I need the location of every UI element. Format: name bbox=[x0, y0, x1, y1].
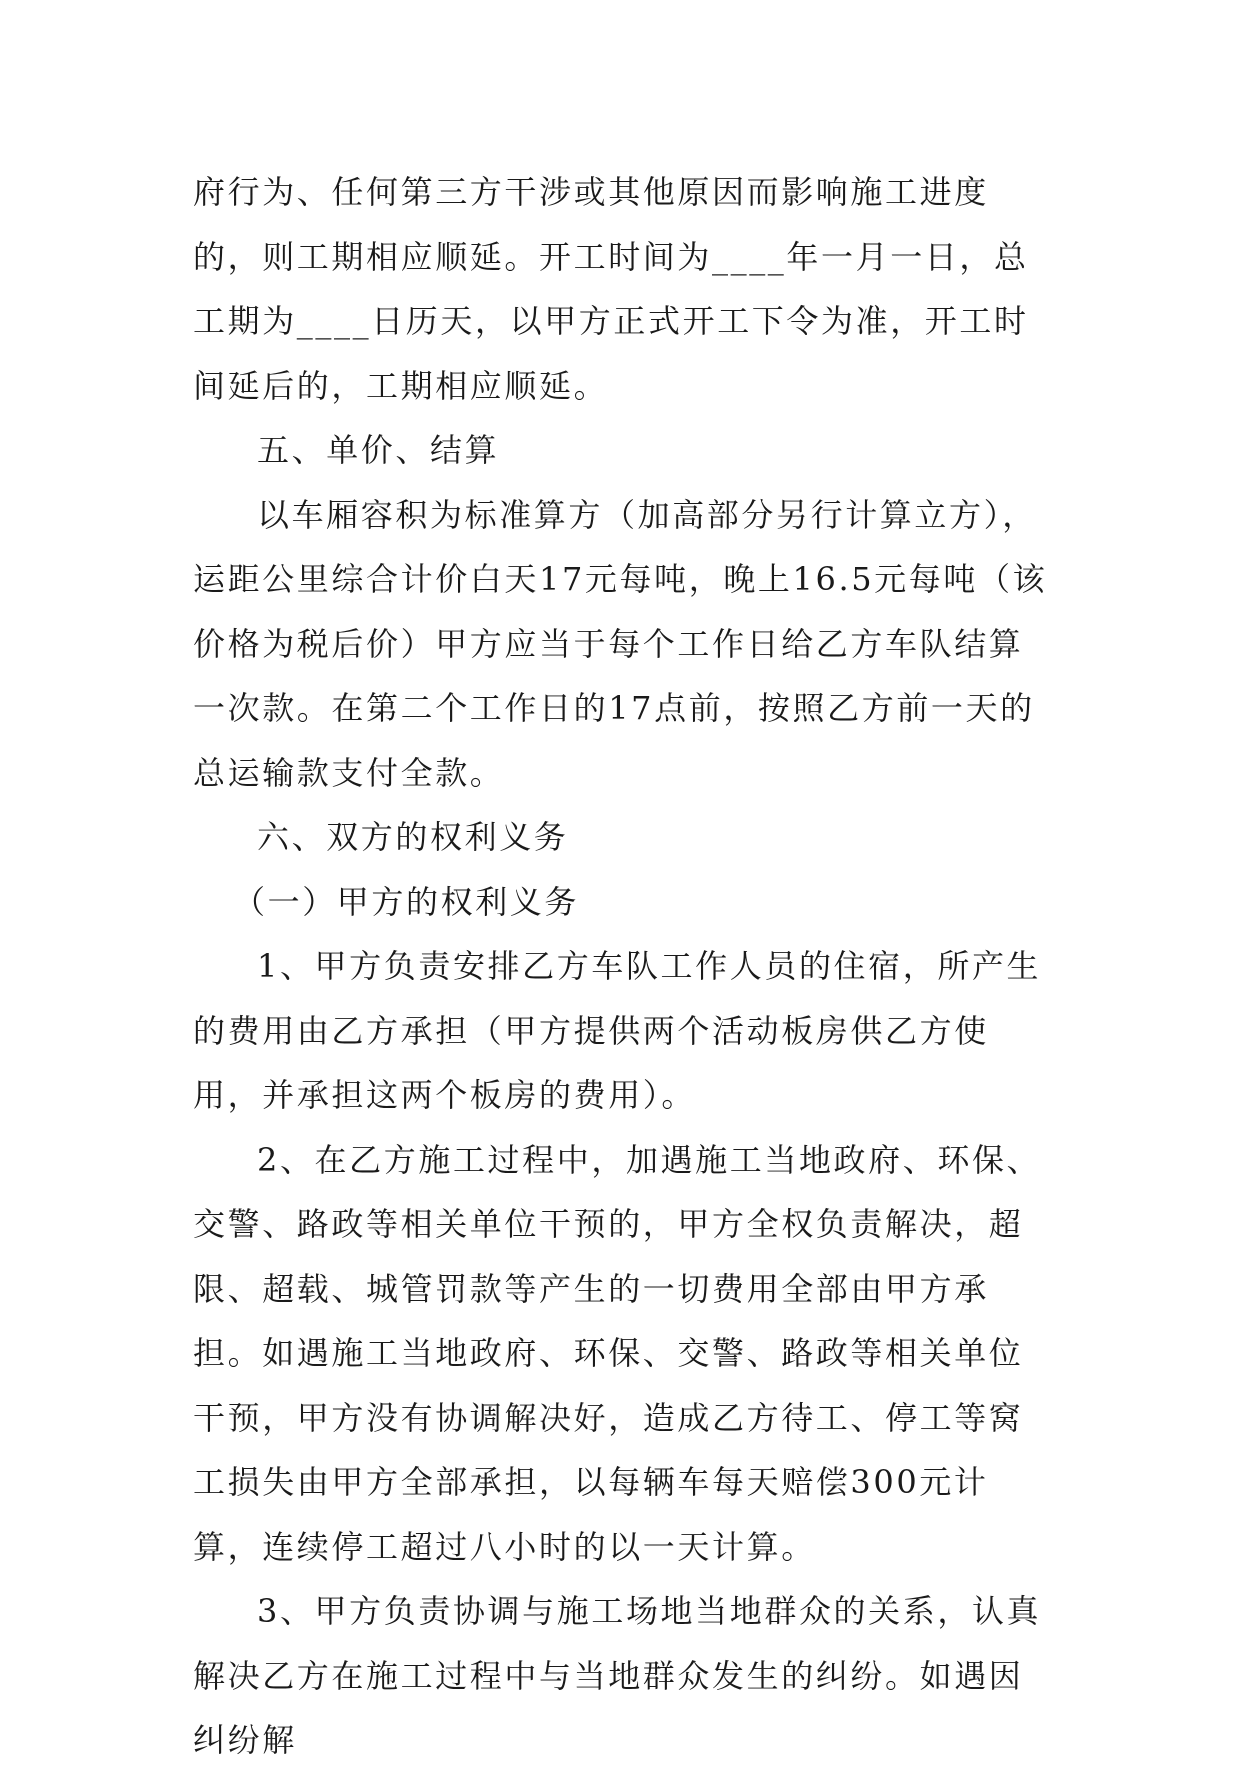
paragraph-pricing: 以车厢容积为标准算方（加高部分另行计算立方），运距公里综合计价白天17元每吨，晚上16.5元每吨（该价格为税后价）甲方应当于每个工作日给乙方车队结算一次款。在第二个工作日的17点前，按照乙方前一天的总运输款支付全款。 bbox=[193, 495, 1048, 792]
section-heading-rights-obligations: 六、双方的权利义务 bbox=[257, 818, 569, 856]
section-heading-price-settlement: 五、单价、结算 bbox=[257, 431, 500, 469]
paragraph-item-2: 2、在乙方施工过程中，加遇施工当地政府、环保、交警、路政等相关单位干预的，甲方全权负责解决，超限、超载、城管罚款等产生的一切费用全部由甲方承担。如遇施工当地政府、环保、交警、路政等相关单位干预，甲方没有协调解决好，造成乙方待工、停工等窝工损失由甲方全部承担，以每辆车每天赔偿300元计算，连续停工超过八小时的以一天计算。 bbox=[193, 1140, 1042, 1566]
paragraph-schedule-continuation: 府行为、任何第三方干涉或其他原因而影响施工进度的，则工期相应顺延。开工时间为____年一月一日，总工期为____日历天，以甲方正式开工下令为准，开工时间延后的，工期相应顺延。 bbox=[193, 173, 1029, 405]
subsection-heading-party-a: （一）甲方的权利义务 bbox=[233, 882, 580, 921]
document-body bbox=[193, 160, 1053, 1773]
paragraph-item-1: 1、甲方负责安排乙方车队工作人员的住宿，所产生的费用由乙方承担（甲方提供两个活动板房供乙方使用，并承担这两个板房的费用）。 bbox=[193, 947, 1042, 1114]
paragraph-item-3: 3、甲方负责协调与施工场地当地群众的关系，认真解决乙方在施工过程中与当地群众发生的纠纷。如遇因纠纷解 bbox=[193, 1592, 1042, 1759]
